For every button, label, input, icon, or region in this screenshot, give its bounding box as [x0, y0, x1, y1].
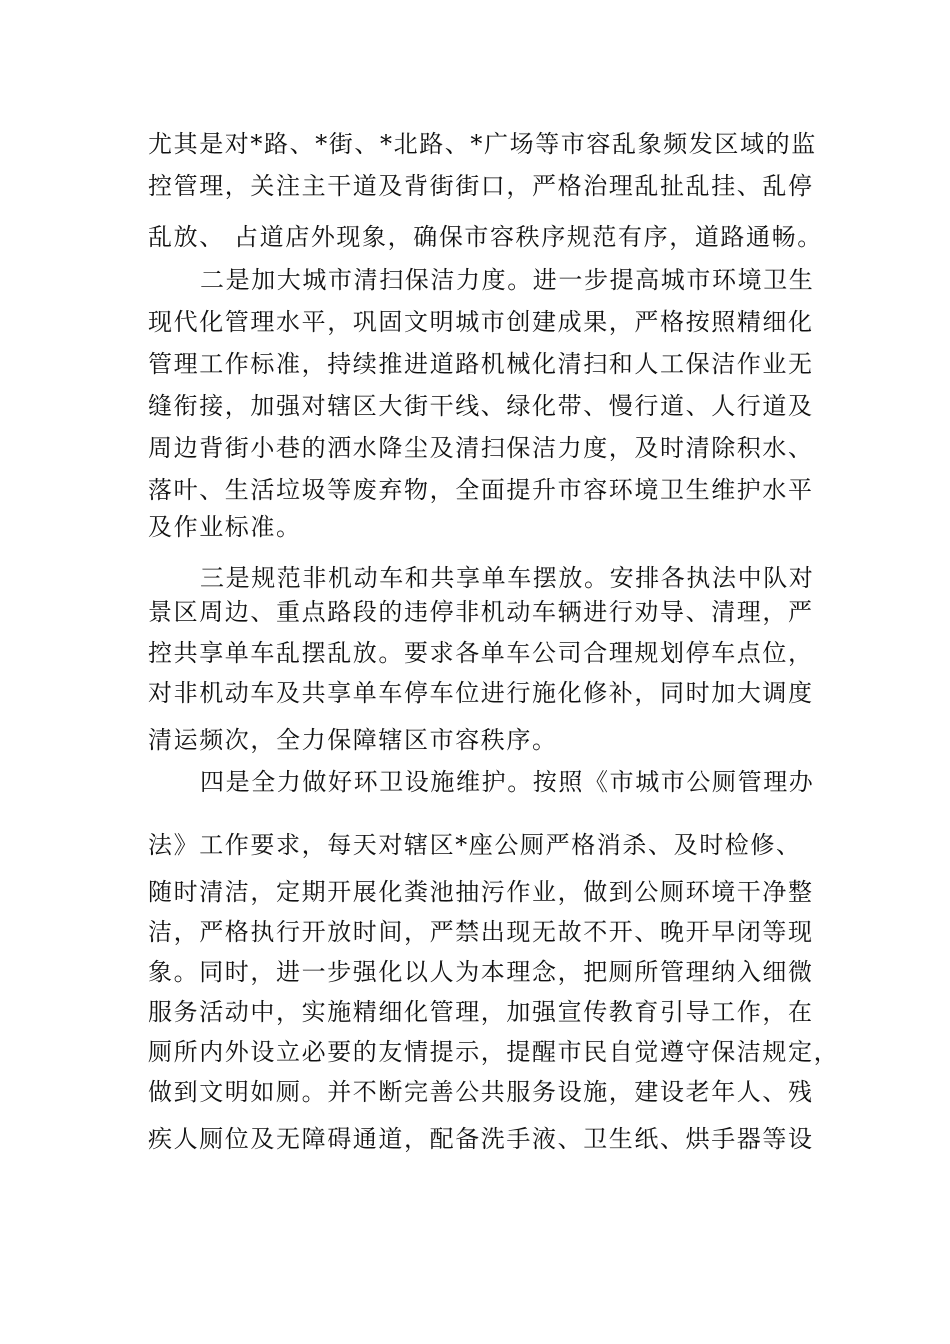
- text-line-18: 随时清洁，定期开展化粪池抽污作业，做到公厕环境干净整: [148, 878, 814, 906]
- paragraph-3-start: 三是规范非机动车和共享单车摆放。安排各执法中队对: [200, 564, 815, 592]
- text-line-10: 及作业标准。: [148, 513, 302, 541]
- text-line-12: 景区周边、重点路段的违停非机动车辆进行劝导、清理，严: [148, 598, 814, 626]
- paragraph-2-start: 二是加大城市清扫保洁力度。进一步提高城市环境卫生: [200, 266, 815, 294]
- text-line-14: 对非机动车及共享单车停车位进行施化修补，同时加大调度: [148, 679, 814, 707]
- text-line-15: 清运频次，全力保障辖区市容秩序。: [148, 726, 558, 754]
- text-line-1: 尤其是对*路、*街、*北路、*广场等市容乱象频发区域的监: [148, 130, 817, 158]
- text-line-3: 乱放、 占道店外现象，确保市容秩序规范有序，道路通畅。: [148, 223, 823, 251]
- text-line-19: 洁，严格执行开放时间，严禁出现无故不开、晚开早闭等现: [148, 918, 814, 946]
- text-line-21: 服务活动中，实施精细化管理，加强宣传教育引导工作，在: [148, 998, 814, 1026]
- text-line-6: 管理工作标准，持续推进道路机械化清扫和人工保洁作业无: [148, 350, 814, 378]
- text-line-17: 法》工作要求，每天对辖区*座公厕严格消杀、及时检修、: [148, 831, 802, 859]
- text-line-8: 周边背街小巷的洒水降尘及清扫保洁力度，及时清除积水、: [148, 434, 814, 462]
- text-line-22: 厕所内外设立必要的友情提示，提醒市民自觉遵守保洁规定，: [148, 1038, 840, 1066]
- text-line-5: 现代化管理水平，巩固文明城市创建成果，严格按照精细化: [148, 308, 814, 336]
- text-line-7: 缝衔接，加强对辖区大街干线、绿化带、慢行道、人行道及: [148, 392, 814, 420]
- text-line-23: 做到文明如厕。并不断完善公共服务设施，建设老年人、残: [148, 1078, 814, 1106]
- text-line-2: 控管理，关注主干道及背街街口，严格治理乱扯乱挂、乱停: [148, 172, 814, 200]
- text-line-24: 疾人厕位及无障碍通道，配备洗手液、卫生纸、烘手器等设: [148, 1125, 814, 1153]
- text-line-20: 象。同时，进一步强化以人为本理念，把厕所管理纳入细微: [148, 958, 814, 986]
- text-line-9: 落叶、生活垃圾等废弃物，全面提升市容环境卫生维护水平: [148, 476, 814, 504]
- text-line-13: 控共享单车乱摆乱放。要求各单车公司合理规划停车点位，: [148, 639, 814, 667]
- paragraph-4-start: 四是全力做好环卫设施维护。按照《市城市公厕管理办: [200, 768, 815, 796]
